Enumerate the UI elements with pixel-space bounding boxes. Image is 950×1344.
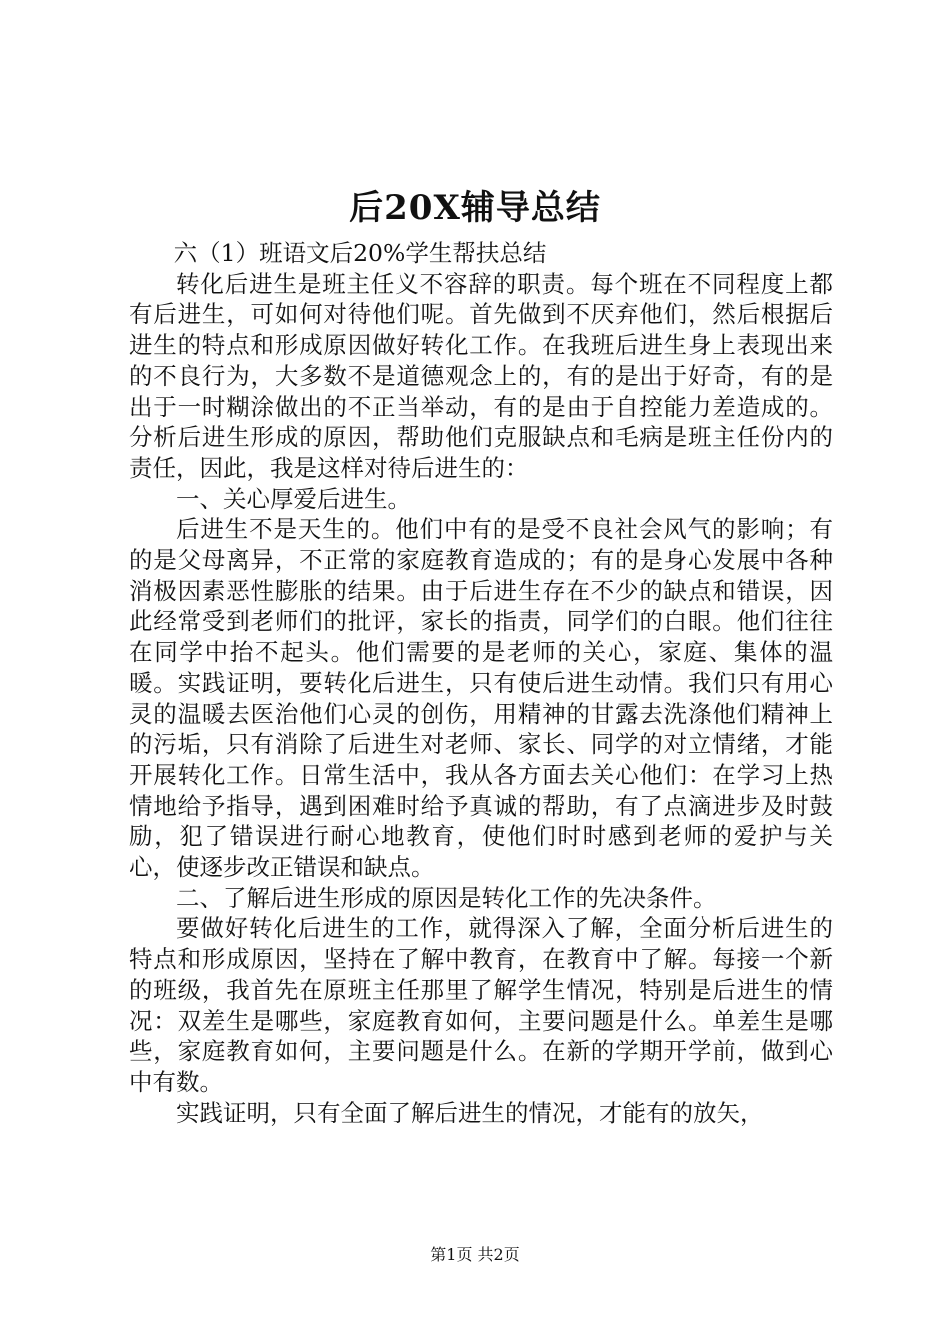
subtitle-paragraph: 六（1）班语文后20%学生帮扶总结 <box>173 239 547 267</box>
section-heading: 一、关心厚爱后进生。 <box>176 484 411 513</box>
body-paragraph: 要做好转化后进生的工作，就得深入了解，全面分析后进生的特点和形成原因，坚持在了解中教育，在教育中了解。每接一个新的班级，我首先在原班主任那里了解学生情况，特别是后进生的情况：双差生是哪些，家庭教育如何，主要问题是什么。单差生是哪些，家庭教育如何，主要问题是什么。在新的学期开学前，做到心中有数。 <box>129 914 833 1096</box>
page-footer: 第1页 共2页 <box>430 1245 520 1264</box>
body-paragraph: 转化后进生是班主任义不容辞的职责。每个班在不同程度上都有后进生，可如何对待他们呢。首先做到不厌弃他们，然后根据后进生的特点和形成原因做好转化工作。在我班后进生身上表现出来的不良行为，大多数不是道德观念上的，有的是出于好奇，有的是出于一时糊涂做出的不正当举动，有的是由于自控能力差造成的。分析后进生形成的原因，帮助他们克服缺点和毛病是班主任份内的责任，因此，我是这样对待后进生的： <box>129 269 833 482</box>
document-body <box>129 238 833 1128</box>
body-paragraph: 后进生不是天生的。他们中有的是受不良社会风气的影响；有的是父母离异，不正常的家庭教育造成的；有的是身心发展中各种消极因素恶性膨胀的结果。由于后进生存在不少的缺点和错误，因此经常受到老师们的批评，家长的指责，同学们的白眼。他们往往在同学中抬不起头。他们需要的是老师的关心，家庭、集体的温暖。实践证明，要转化后进生，只有使后进生动情。我们只有用心灵的温暖去医治他们心灵的创伤，用精神的甘露去洗涤他们精神上的污垢，只有消除了后进生对老师、家长、同学的对立情绪，才能开展转化工作。日常生活中，我从各方面去关心他们：在学习上热情地给予指导，遇到困难时给予真诚的帮助，有了点滴进步及时鼓励，犯了错误进行耐心地教育，使他们时时感到老师的爱护与关心，使逐步改正错误和缺点。 <box>129 515 833 882</box>
document-title: 后20X辅导总结 <box>349 188 601 228</box>
section-heading: 二、了解后进生形成的原因是转化工作的先决条件。 <box>176 883 717 912</box>
body-paragraph: 实践证明，只有全面了解后进生的情况，才能有的放矢， <box>176 1098 764 1127</box>
